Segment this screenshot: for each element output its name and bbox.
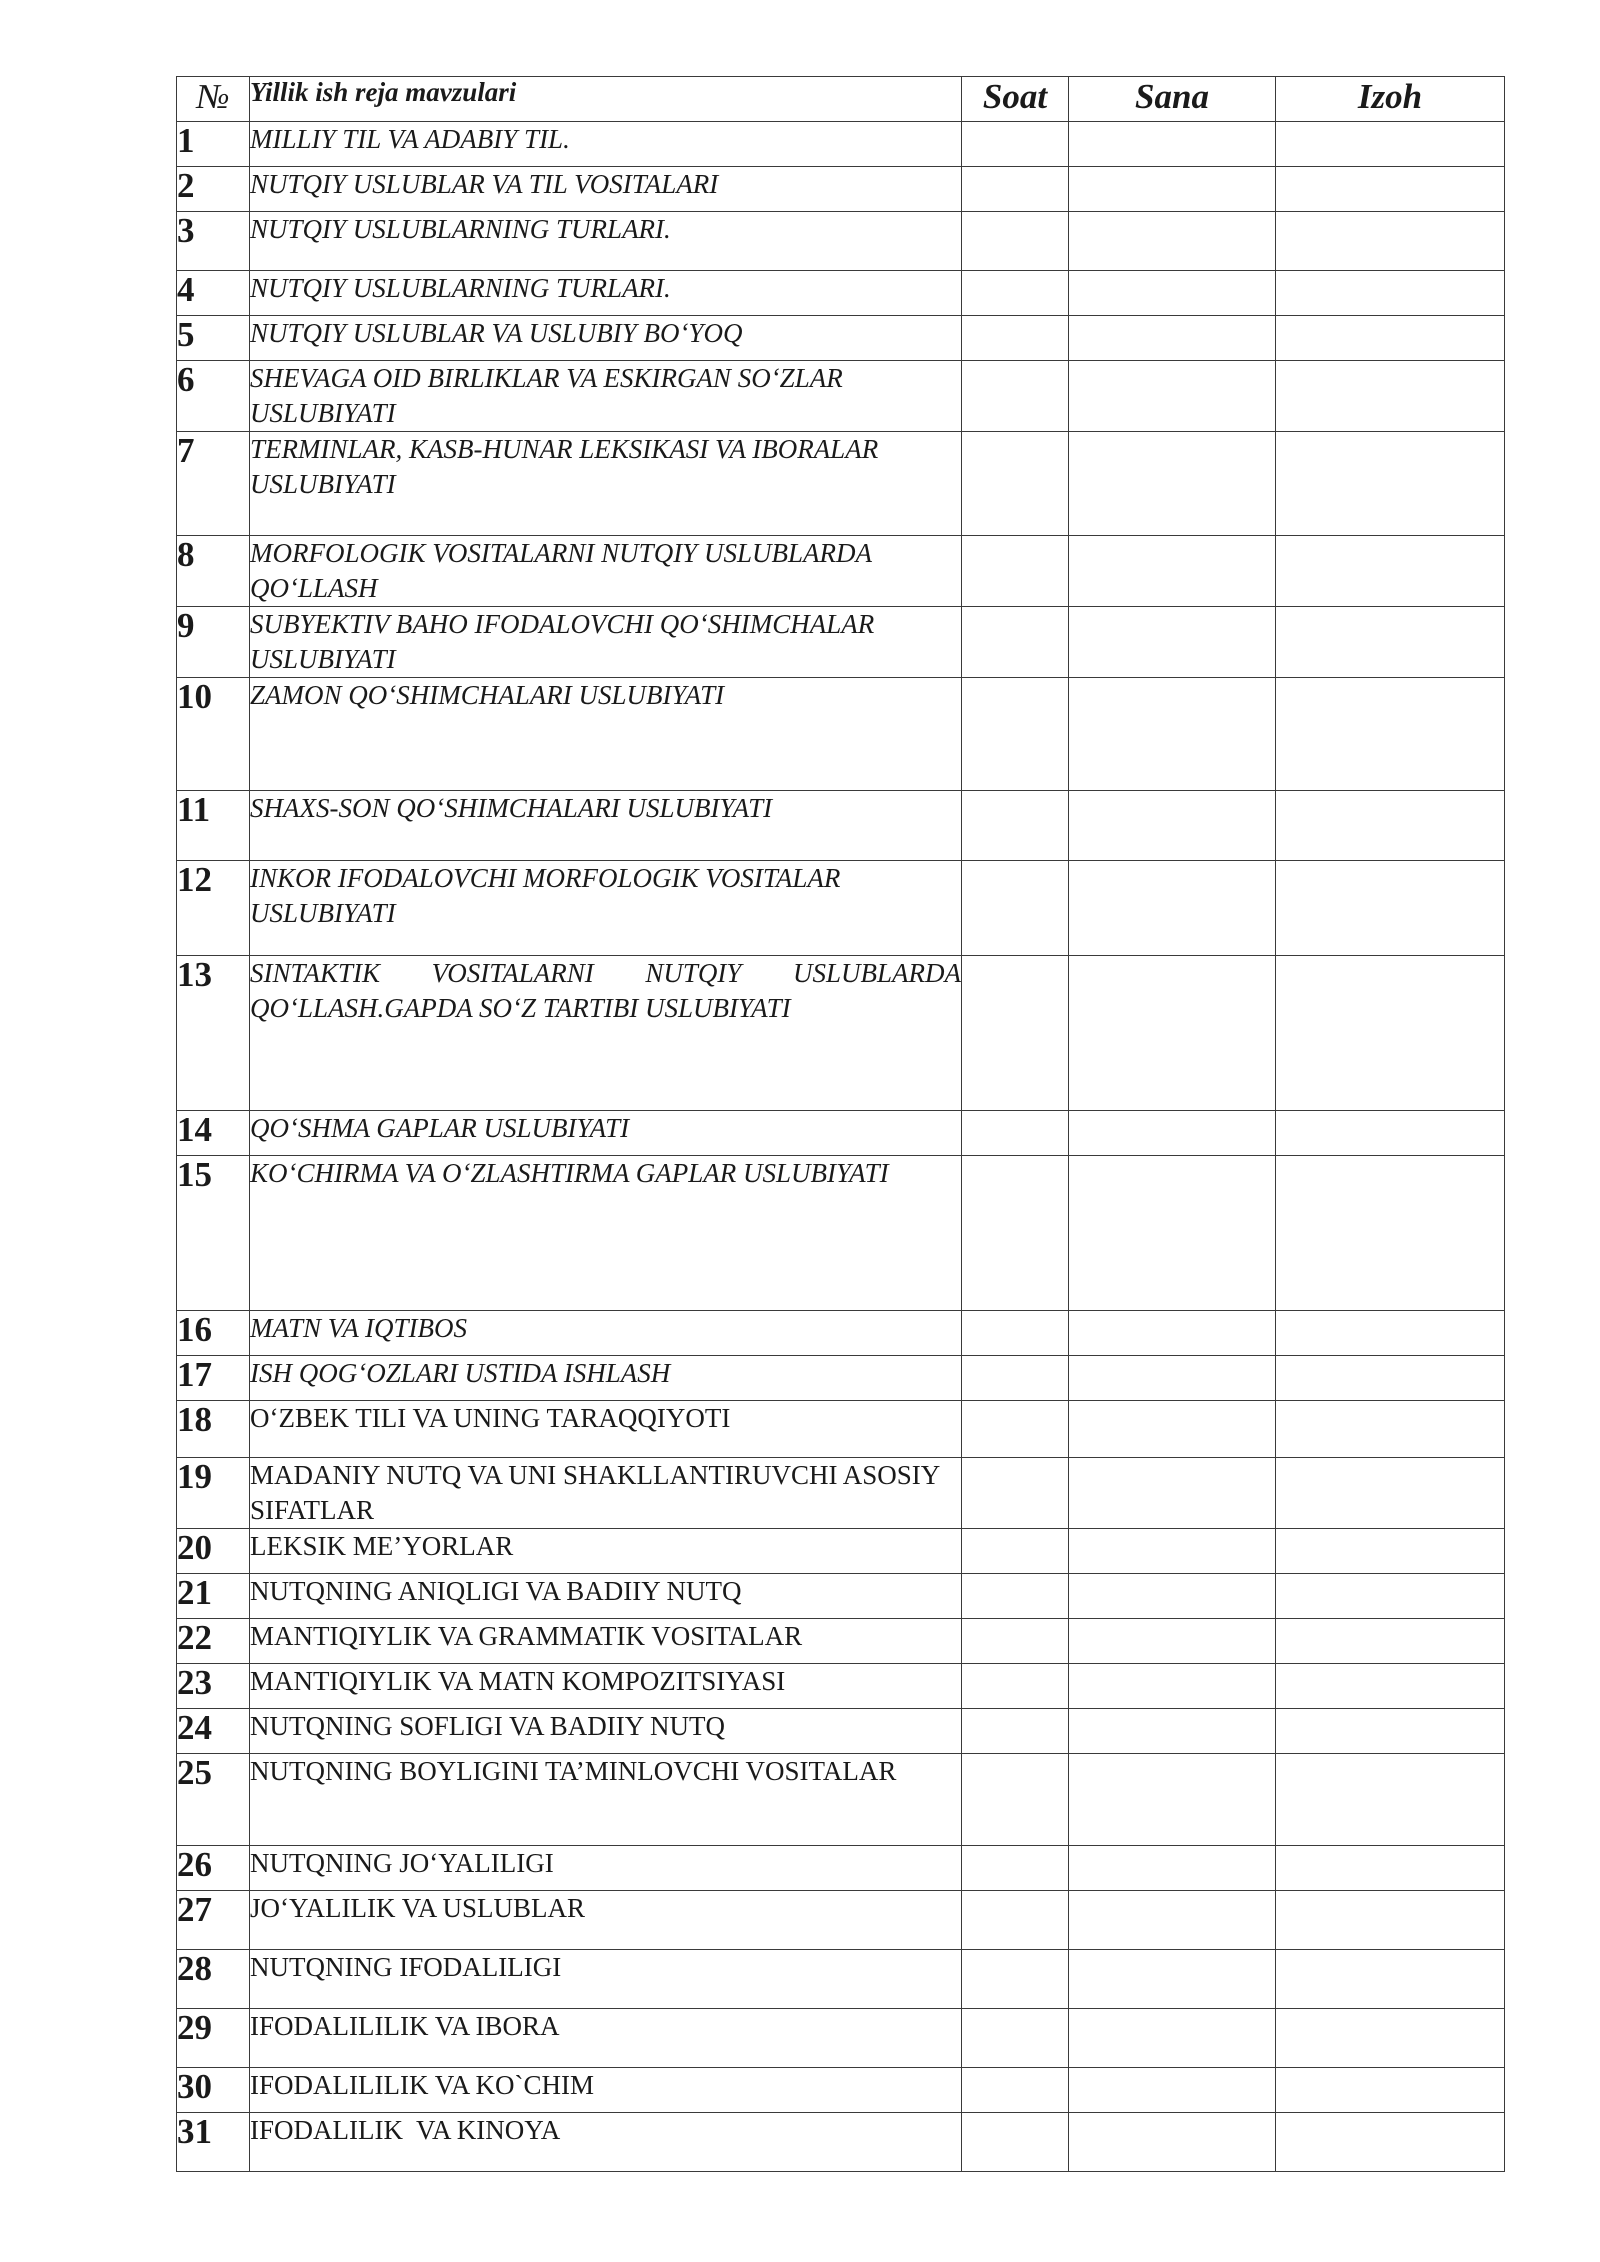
row-topic: IFODALILILIK VA IBORA	[250, 2009, 962, 2068]
hours-cell	[962, 122, 1069, 167]
row-topic: JO‘YALILIK VA USLUBLAR	[250, 1891, 962, 1950]
table-row	[177, 212, 1505, 271]
table-row	[177, 2068, 1505, 2113]
row-topic: MANTIQIYLIK VA MATN KOMPOZITSIYASI	[250, 1664, 962, 1709]
row-number: 5	[177, 316, 250, 361]
row-number: 8	[177, 536, 250, 607]
row-number: 12	[177, 861, 250, 956]
note-cell	[1276, 271, 1505, 316]
row-number: 14	[177, 1111, 250, 1156]
date-cell	[1069, 212, 1276, 271]
hours-cell	[962, 1311, 1069, 1356]
row-topic: MADANIY NUTQ VA UNI SHAKLLANTIRUVCHI ASOSIY SIFATLAR	[250, 1458, 962, 1529]
note-cell	[1276, 2009, 1505, 2068]
hours-cell	[962, 1619, 1069, 1664]
row-topic: NUTQIY USLUBLARNING TURLARI.	[250, 271, 962, 316]
row-topic: NUTQNING IFODALILIGI	[250, 1950, 962, 2009]
table-row	[177, 316, 1505, 361]
hours-cell	[962, 678, 1069, 791]
row-number: 24	[177, 1709, 250, 1754]
row-number: 15	[177, 1156, 250, 1311]
hours-cell	[962, 432, 1069, 536]
date-cell	[1069, 271, 1276, 316]
hours-cell	[962, 1754, 1069, 1846]
row-number: 30	[177, 2068, 250, 2113]
hours-cell	[962, 1401, 1069, 1458]
table-row	[177, 1356, 1505, 1401]
hours-cell	[962, 167, 1069, 212]
row-topic: MATN VA IQTIBOS	[250, 1311, 962, 1356]
note-cell	[1276, 607, 1505, 678]
hours-cell	[962, 1846, 1069, 1891]
note-cell	[1276, 432, 1505, 536]
table-row	[177, 271, 1505, 316]
row-number: 3	[177, 212, 250, 271]
date-cell	[1069, 1529, 1276, 1574]
date-cell	[1069, 678, 1276, 791]
row-topic: SINTAKTIK VOSITALARNI NUTQIY USLUBLARDA QO‘LLASH.GAPDA SO‘Z TARTIBI USLUBIYATI	[250, 956, 962, 1111]
table-row	[177, 167, 1505, 212]
table-row	[177, 956, 1505, 1111]
date-cell	[1069, 791, 1276, 861]
hours-cell	[962, 861, 1069, 956]
note-cell	[1276, 167, 1505, 212]
date-cell	[1069, 1754, 1276, 1846]
row-number: 21	[177, 1574, 250, 1619]
table-row	[177, 361, 1505, 432]
date-cell	[1069, 1709, 1276, 1754]
table-row	[177, 678, 1505, 791]
note-cell	[1276, 1709, 1505, 1754]
header-date: Sana	[1069, 77, 1276, 122]
row-topic: NUTQIY USLUBLARNING TURLARI.	[250, 212, 962, 271]
date-cell	[1069, 1401, 1276, 1458]
row-topic: MORFOLOGIK VOSITALARNI NUTQIY USLUBLARDA QO‘LLASH	[250, 536, 962, 607]
hours-cell	[962, 1709, 1069, 1754]
table-row	[177, 1950, 1505, 2009]
row-number: 13	[177, 956, 250, 1111]
hours-cell	[962, 316, 1069, 361]
row-number: 11	[177, 791, 250, 861]
row-number: 29	[177, 2009, 250, 2068]
row-topic: NUTQNING ANIQLIGI VA BADIIY NUTQ	[250, 1574, 962, 1619]
hours-cell	[962, 956, 1069, 1111]
date-cell	[1069, 2009, 1276, 2068]
table-row	[177, 432, 1505, 536]
table-row	[177, 1529, 1505, 1574]
row-number: 18	[177, 1401, 250, 1458]
date-cell	[1069, 1846, 1276, 1891]
row-number: 16	[177, 1311, 250, 1356]
table-row	[177, 536, 1505, 607]
annual-plan-table	[176, 76, 1505, 2172]
row-number: 27	[177, 1891, 250, 1950]
note-cell	[1276, 536, 1505, 607]
date-cell	[1069, 536, 1276, 607]
row-topic: O‘ZBEK TILI VA UNING TARAQQIYOTI	[250, 1401, 962, 1458]
table-row	[177, 122, 1505, 167]
row-number: 9	[177, 607, 250, 678]
note-cell	[1276, 316, 1505, 361]
date-cell	[1069, 1458, 1276, 1529]
row-topic: SHEVAGA OID BIRLIKLAR VA ESKIRGAN SO‘ZLAR USLUBIYATI	[250, 361, 962, 432]
date-cell	[1069, 316, 1276, 361]
hours-cell	[962, 1574, 1069, 1619]
row-number: 2	[177, 167, 250, 212]
row-number: 25	[177, 1754, 250, 1846]
date-cell	[1069, 122, 1276, 167]
date-cell	[1069, 861, 1276, 956]
date-cell	[1069, 1664, 1276, 1709]
note-cell	[1276, 1111, 1505, 1156]
hours-cell	[962, 1356, 1069, 1401]
note-cell	[1276, 1529, 1505, 1574]
note-cell	[1276, 212, 1505, 271]
row-number: 26	[177, 1846, 250, 1891]
row-number: 17	[177, 1356, 250, 1401]
table-row	[177, 1846, 1505, 1891]
table-row	[177, 607, 1505, 678]
table-row	[177, 1401, 1505, 1458]
note-cell	[1276, 678, 1505, 791]
hours-cell	[962, 361, 1069, 432]
table-row	[177, 1156, 1505, 1311]
table-row	[177, 1111, 1505, 1156]
note-cell	[1276, 361, 1505, 432]
note-cell	[1276, 2068, 1505, 2113]
note-cell	[1276, 1574, 1505, 1619]
header-row	[177, 77, 1505, 122]
date-cell	[1069, 1891, 1276, 1950]
hours-cell	[962, 791, 1069, 861]
note-cell	[1276, 1311, 1505, 1356]
row-number: 4	[177, 271, 250, 316]
row-topic: SUBYEKTIV BAHO IFODALOVCHI QO‘SHIMCHALAR USLUBIYATI	[250, 607, 962, 678]
row-number: 1	[177, 122, 250, 167]
date-cell	[1069, 607, 1276, 678]
row-topic: NUTQNING BOYLIGINI TA’MINLOVCHI VOSITALAR	[250, 1754, 962, 1846]
date-cell	[1069, 432, 1276, 536]
table-row	[177, 1574, 1505, 1619]
date-cell	[1069, 956, 1276, 1111]
date-cell	[1069, 1356, 1276, 1401]
row-topic: INKOR IFODALOVCHI MORFOLOGIK VOSITALAR USLUBIYATI	[250, 861, 962, 956]
table-row	[177, 2113, 1505, 2172]
row-topic: NUTQIY USLUBLAR VA USLUBIY BO‘YOQ	[250, 316, 962, 361]
hours-cell	[962, 1891, 1069, 1950]
row-number: 10	[177, 678, 250, 791]
date-cell	[1069, 361, 1276, 432]
note-cell	[1276, 861, 1505, 956]
row-topic: IFODALILIK VA KINOYA	[250, 2113, 962, 2172]
note-cell	[1276, 1846, 1505, 1891]
note-cell	[1276, 956, 1505, 1111]
note-cell	[1276, 1619, 1505, 1664]
row-topic: NUTQIY USLUBLAR VA TIL VOSITALARI	[250, 167, 962, 212]
note-cell	[1276, 1401, 1505, 1458]
header-note: Izoh	[1276, 77, 1505, 122]
note-cell	[1276, 1664, 1505, 1709]
note-cell	[1276, 122, 1505, 167]
note-cell	[1276, 1950, 1505, 2009]
hours-cell	[962, 607, 1069, 678]
row-topic: ISH QOG‘OZLARI USTIDA ISHLASH	[250, 1356, 962, 1401]
hours-cell	[962, 1458, 1069, 1529]
hours-cell	[962, 1950, 1069, 2009]
row-topic: NUTQNING JO‘YALILIGI	[250, 1846, 962, 1891]
date-cell	[1069, 1311, 1276, 1356]
row-topic: KO‘CHIRMA VA O‘ZLASHTIRMA GAPLAR USLUBIYATI	[250, 1156, 962, 1311]
note-cell	[1276, 1458, 1505, 1529]
row-number: 6	[177, 361, 250, 432]
row-topic: QO‘SHMA GAPLAR USLUBIYATI	[250, 1111, 962, 1156]
note-cell	[1276, 2113, 1505, 2172]
row-topic: TERMINLAR, KASB-HUNAR LEKSIKASI VA IBORALAR USLUBIYATI	[250, 432, 962, 536]
date-cell	[1069, 167, 1276, 212]
row-number: 20	[177, 1529, 250, 1574]
note-cell	[1276, 791, 1505, 861]
row-topic: ZAMON QO‘SHIMCHALARI USLUBIYATI	[250, 678, 962, 791]
hours-cell	[962, 536, 1069, 607]
hours-cell	[962, 1529, 1069, 1574]
note-cell	[1276, 1891, 1505, 1950]
date-cell	[1069, 1950, 1276, 2009]
row-topic: MILLIY TIL VA ADABIY TIL.	[250, 122, 962, 167]
note-cell	[1276, 1754, 1505, 1846]
table-row	[177, 1619, 1505, 1664]
row-topic: LEKSIK ME’YORLAR	[250, 1529, 962, 1574]
date-cell	[1069, 1111, 1276, 1156]
row-number: 7	[177, 432, 250, 536]
hours-cell	[962, 2068, 1069, 2113]
row-number: 28	[177, 1950, 250, 2009]
date-cell	[1069, 1156, 1276, 1311]
row-topic: IFODALILILIK VA KO`CHIM	[250, 2068, 962, 2113]
table-row	[177, 1311, 1505, 1356]
date-cell	[1069, 1574, 1276, 1619]
table-row	[177, 791, 1505, 861]
date-cell	[1069, 2113, 1276, 2172]
hours-cell	[962, 212, 1069, 271]
table-row	[177, 1754, 1505, 1846]
table-row	[177, 1458, 1505, 1529]
note-cell	[1276, 1356, 1505, 1401]
row-topic: NUTQNING SOFLIGI VA BADIIY NUTQ	[250, 1709, 962, 1754]
table-row	[177, 2009, 1505, 2068]
header-number: №	[177, 77, 250, 122]
note-cell	[1276, 1156, 1505, 1311]
header-hours: Soat	[962, 77, 1069, 122]
date-cell	[1069, 1619, 1276, 1664]
hours-cell	[962, 2113, 1069, 2172]
row-number: 23	[177, 1664, 250, 1709]
table-row	[177, 1891, 1505, 1950]
hours-cell	[962, 271, 1069, 316]
header-topic: Yillik ish reja mavzulari	[250, 77, 962, 122]
table-row	[177, 1664, 1505, 1709]
hours-cell	[962, 1156, 1069, 1311]
date-cell	[1069, 2068, 1276, 2113]
hours-cell	[962, 1664, 1069, 1709]
row-topic: SHAXS-SON QO‘SHIMCHALARI USLUBIYATI	[250, 791, 962, 861]
row-number: 22	[177, 1619, 250, 1664]
row-number: 31	[177, 2113, 250, 2172]
row-number: 19	[177, 1458, 250, 1529]
row-topic: MANTIQIYLIK VA GRAMMATIK VOSITALAR	[250, 1619, 962, 1664]
table-row	[177, 861, 1505, 956]
hours-cell	[962, 2009, 1069, 2068]
table-row	[177, 1709, 1505, 1754]
hours-cell	[962, 1111, 1069, 1156]
